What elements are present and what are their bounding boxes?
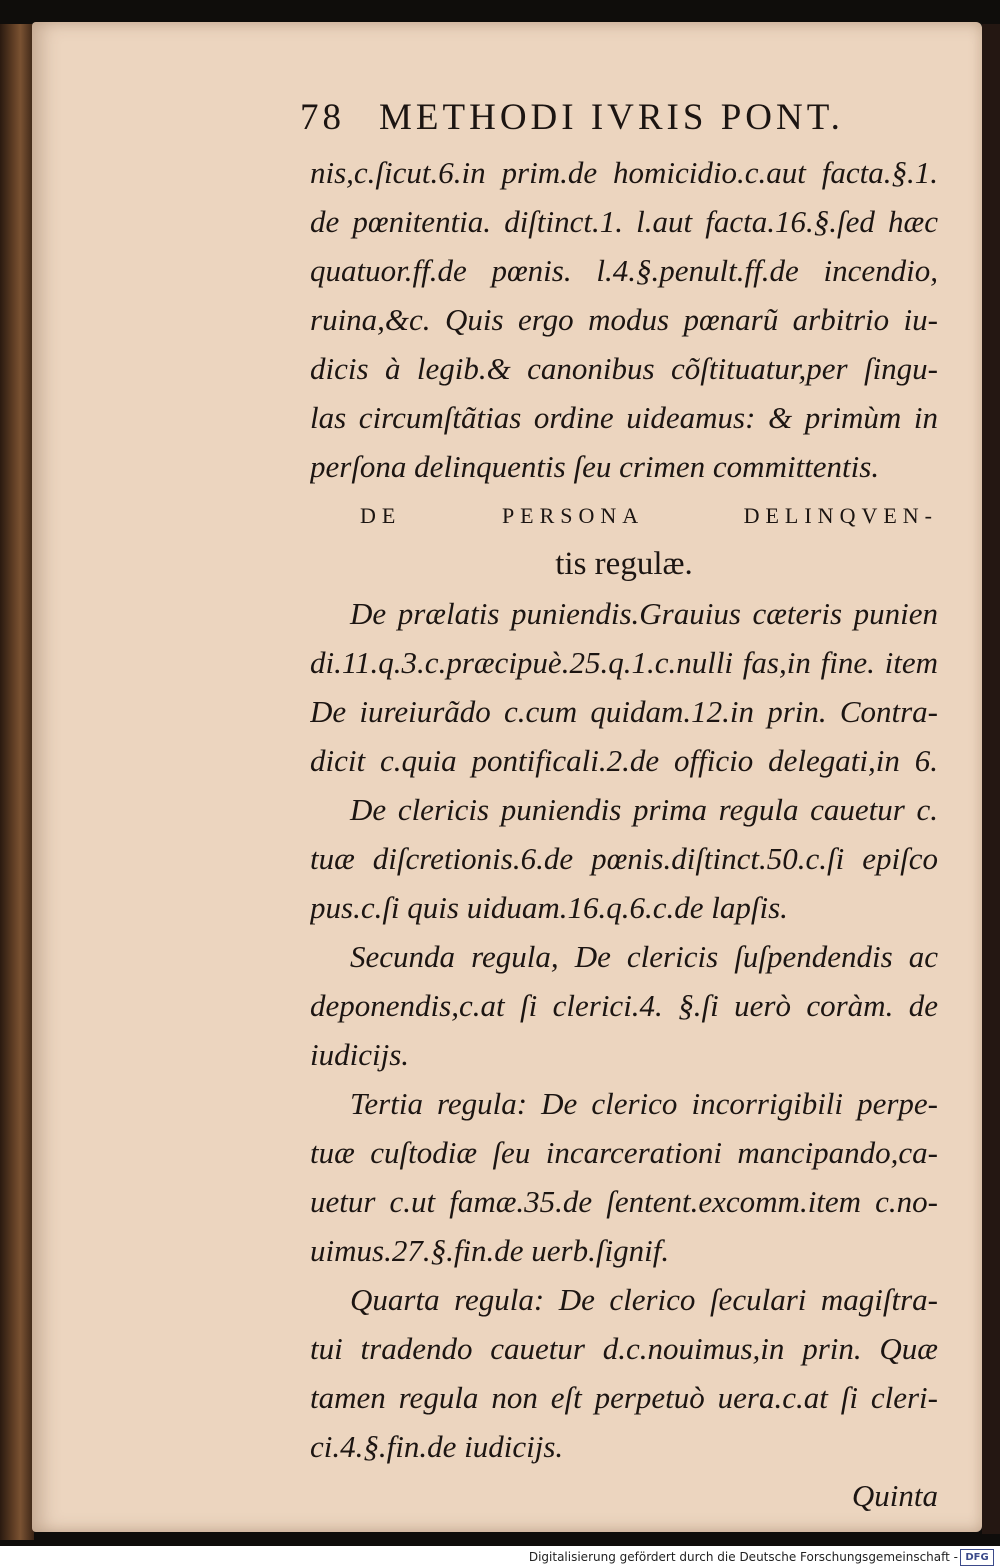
footer-bar: [0, 1546, 1000, 1568]
text-line: De prælatis puniendis.Grauius cæteris punien: [350, 596, 938, 631]
text-line: tamen regula non eſt perpetuò uera.c.at ſi cleri-: [310, 1380, 938, 1415]
text-line: las circumſtãtias ordine uideamus: & primùm in: [310, 400, 938, 435]
text-line: perſona delinquentis ſeu crimen committentis.: [310, 449, 880, 484]
dfg-logo: DFG: [960, 1549, 994, 1566]
text-line: di.11.q.3.c.præcipuè.25.q.1.c.nulli fas,in fine. item: [310, 645, 938, 680]
text-line: iudicijs.: [310, 1037, 410, 1072]
text-line: tuæ cuſtodiæ ſeu incarcerationi mancipando,ca-: [310, 1135, 938, 1170]
text-line: De clericis puniendis prima regula cauetur c.: [350, 792, 938, 827]
text-line: Tertia regula: De clerico incorrigibili perpe-: [350, 1086, 938, 1121]
page-right-shadow: [982, 24, 1000, 1534]
funding-credit: Digitalisierung gefördert durch die Deutsche Forschungsgemeinschaft -: [528, 1550, 958, 1564]
section-heading: DE PERSONA DELINQVEN-: [360, 503, 938, 528]
section-heading-continued: tis regulæ.: [555, 546, 693, 582]
book-fore-edge: [0, 24, 34, 1540]
text-line: deponendis,c.at ſi clerici.4. §.ſi uerò coràm. de: [310, 988, 938, 1023]
text-line: ci.4.§.fin.de iudicijs.: [310, 1429, 564, 1464]
text-line: tui tradendo cauetur d.c.nouimus,in prin. Quæ: [310, 1331, 938, 1366]
page-text: [310, 148, 938, 1520]
text-line: ruina,&c. Quis ergo modus pœnarũ arbitrio iu-: [310, 302, 938, 337]
text-line: dicit c.quia pontificali.2.de officio delegati,in 6.: [310, 743, 938, 778]
text-line: Quarta regula: De clerico ſeculari magiſtra-: [350, 1282, 938, 1317]
page-number: 78: [300, 97, 345, 138]
text-line: Secunda regula, De clericis ſuſpendendis ac: [350, 939, 938, 974]
text-line: dicis à legib.& canonibus cõſtituatur,per ſingu-: [310, 351, 938, 386]
running-title: METHODI IVRIS PONT.: [379, 97, 844, 138]
text-line: uimus.27.§.fin.de uerb.ſignif.: [310, 1233, 670, 1268]
text-line: pus.c.ſi quis uiduam.16.q.6.c.de lapſis.: [310, 890, 788, 925]
running-header: [300, 96, 940, 142]
catchword: Quinta: [851, 1478, 938, 1513]
text-line: nis,c.ſicut.6.in prim.de homicidio.c.aut facta.§.1.: [310, 155, 938, 190]
text-line: quatuor.ff.de pœnis. l.4.§.penult.ff.de incendio,: [310, 253, 938, 288]
text-line: de pœnitentia. diſtinct.1. l.aut facta.16.§.ſed hæc: [310, 204, 938, 239]
text-line: uetur c.ut famæ.35.de ſentent.excomm.item c.no-: [310, 1184, 938, 1219]
text-line: tuæ diſcretionis.6.de pœnis.diſtinct.50.c.ſi epiſco: [310, 841, 938, 876]
text-line: De iureiurãdo c.cum quidam.12.in prin. Contra-: [310, 694, 938, 729]
